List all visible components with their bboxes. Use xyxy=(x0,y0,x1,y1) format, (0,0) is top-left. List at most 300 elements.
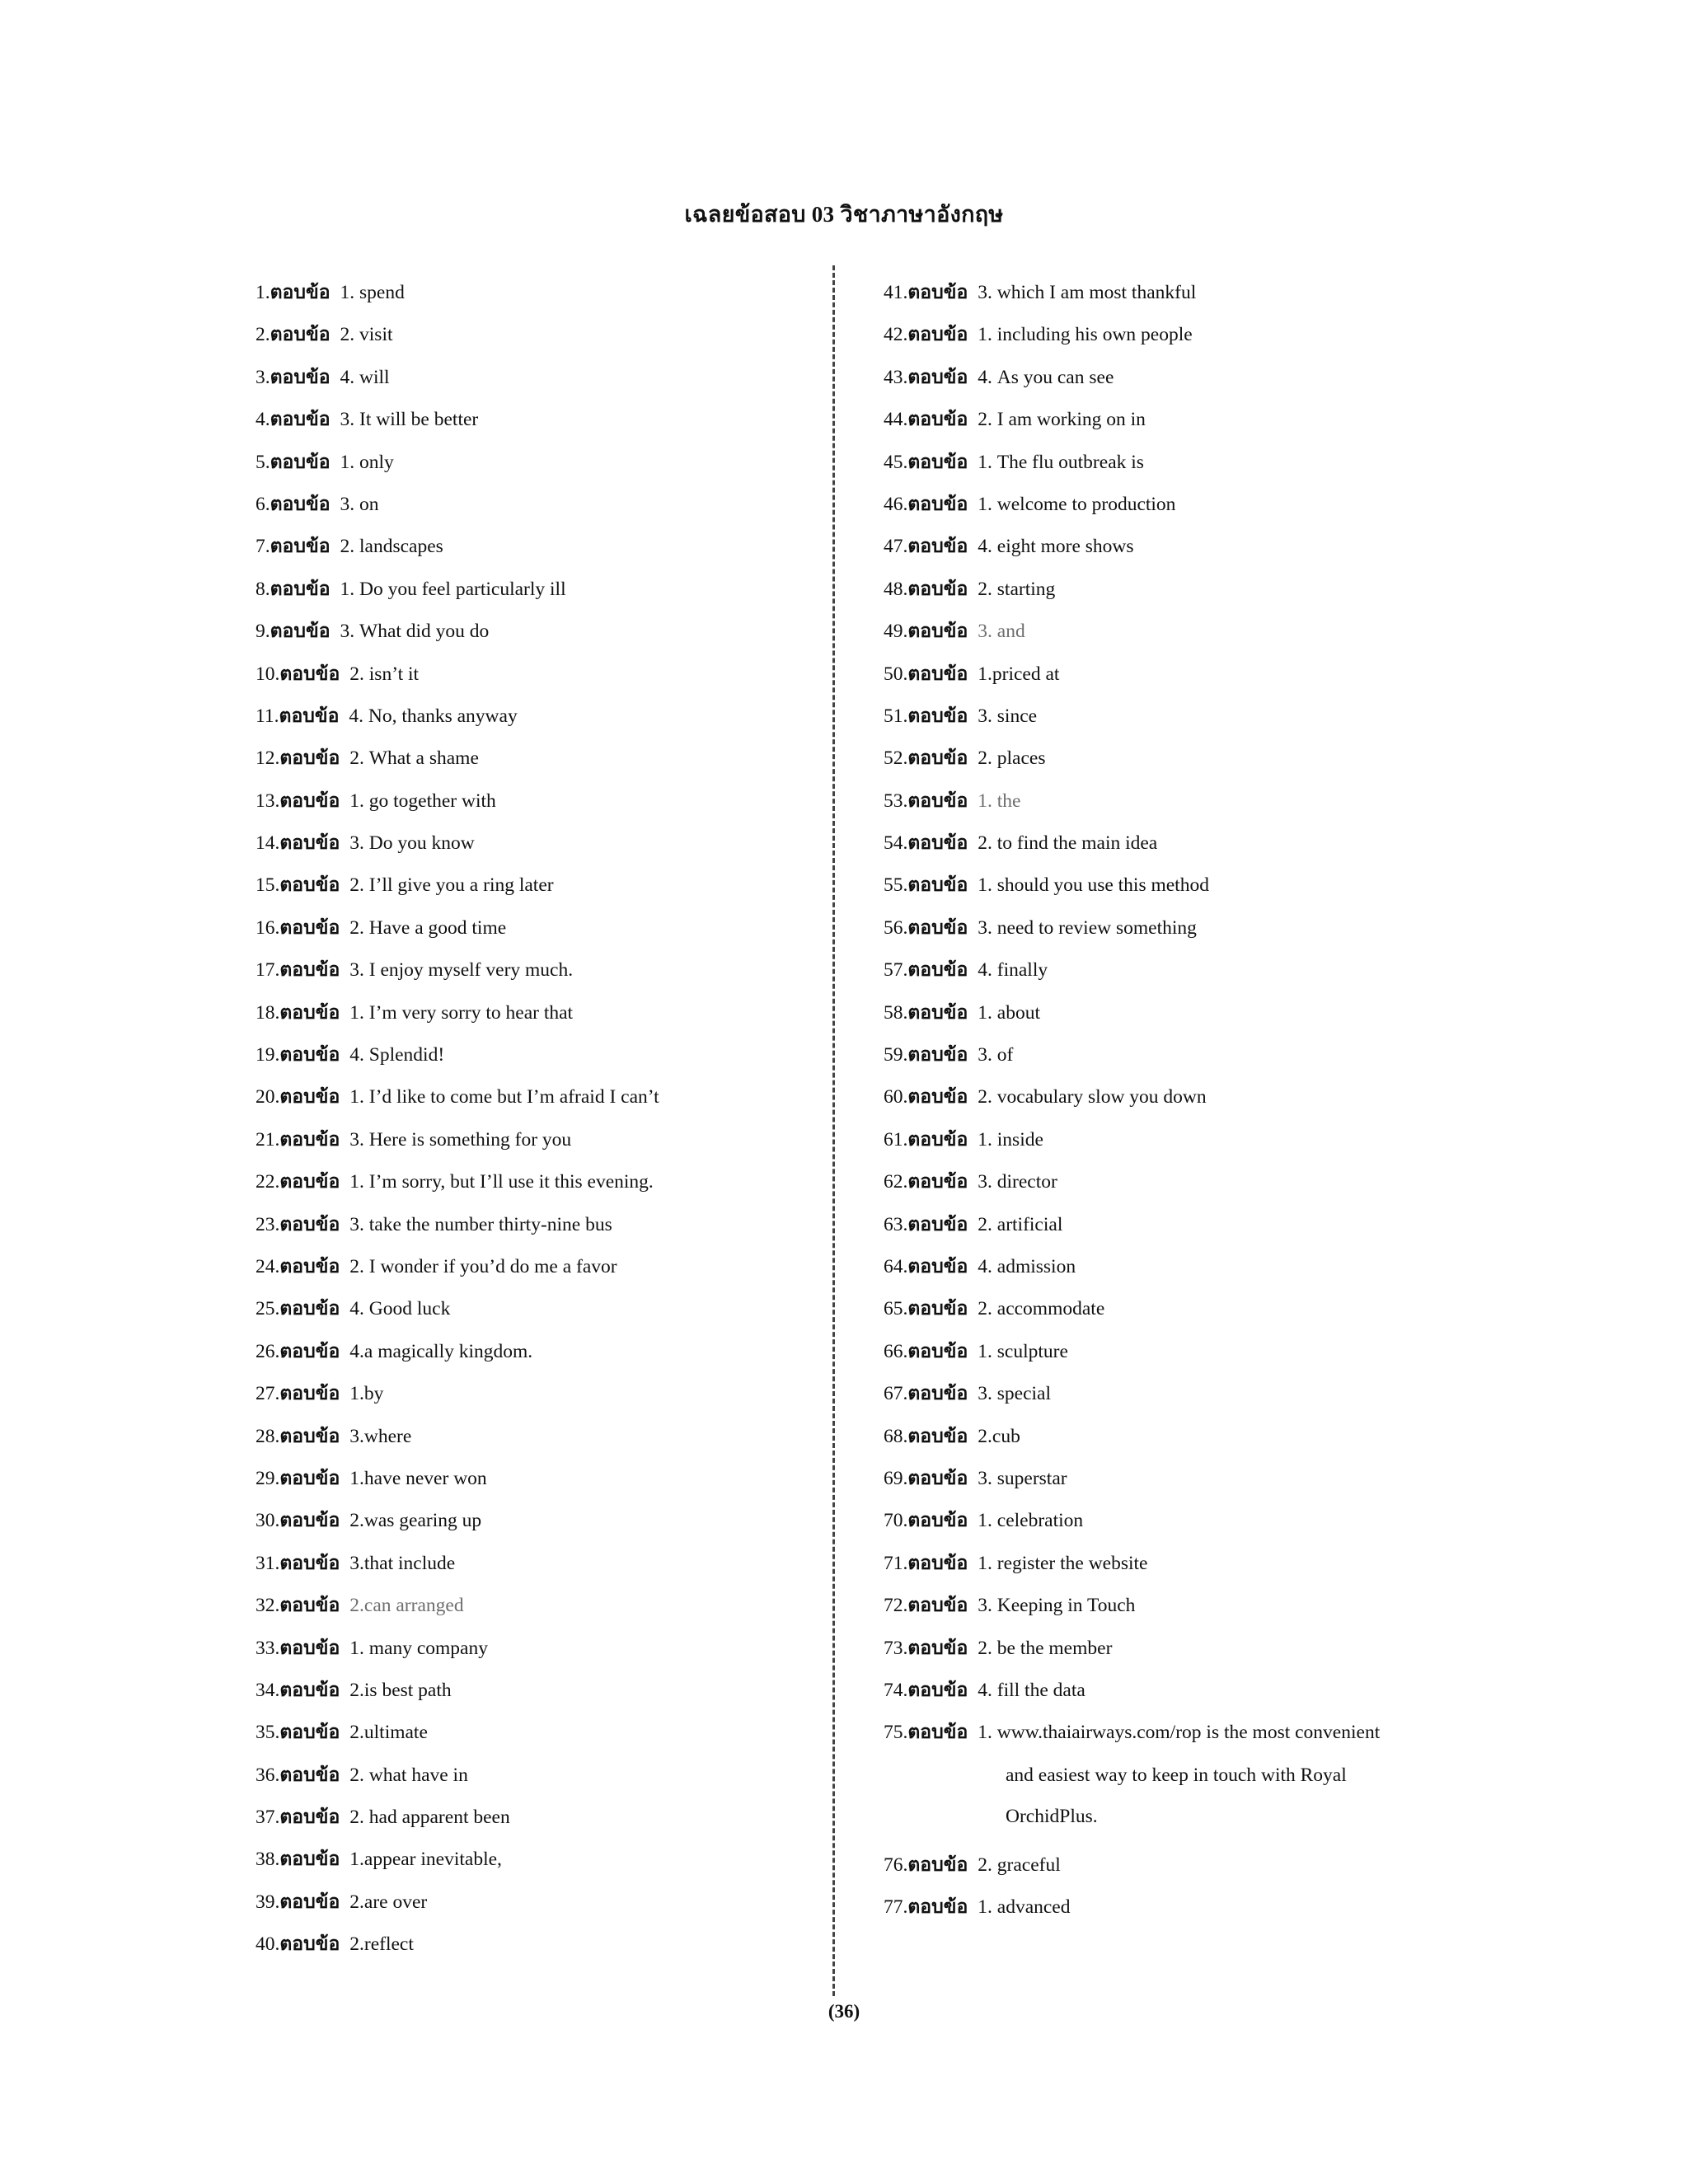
answer-row xyxy=(884,1500,1461,1542)
answer-row xyxy=(884,1585,1461,1627)
answer-text: 4. No, thanks anyway xyxy=(349,705,518,727)
question-number: 46. xyxy=(884,493,908,515)
answer-label: ตอบข้อ xyxy=(279,1637,340,1659)
answer-text: 3. on xyxy=(340,493,379,515)
answer-label: ตอบข้อ xyxy=(279,1679,340,1701)
answer-text: 1. about xyxy=(978,1001,1040,1024)
answer-label: ตอบข้อ xyxy=(270,282,331,303)
question-number: 66. xyxy=(884,1340,908,1362)
answer-label: ตอบข้อ xyxy=(279,1807,340,1829)
answer-row xyxy=(256,865,816,907)
question-number: 70. xyxy=(884,1510,908,1532)
answer-text: 1. register the website xyxy=(978,1552,1148,1574)
answer-label: ตอบข้อ xyxy=(279,1722,340,1744)
answer-label: ตอบข้อ xyxy=(279,790,340,812)
question-number: 65. xyxy=(884,1298,908,1320)
answer-column-right xyxy=(884,272,1461,1929)
answer-row xyxy=(256,1416,816,1458)
answer-row xyxy=(884,1161,1461,1203)
answer-row xyxy=(884,654,1461,696)
question-number: 52. xyxy=(884,748,908,770)
answer-label: ตอบข้อ xyxy=(907,1001,968,1024)
answer-text: 2. vocabulary slow you down xyxy=(978,1086,1207,1108)
answer-label: ตอบข้อ xyxy=(279,1891,340,1913)
answer-text: 1. The flu outbreak is xyxy=(978,451,1144,473)
question-number: 11. xyxy=(256,705,279,727)
answer-label: ตอบข้อ xyxy=(279,1128,340,1151)
question-number: 45. xyxy=(884,451,908,473)
answer-row xyxy=(884,907,1461,949)
answer-row xyxy=(256,484,816,526)
answer-row xyxy=(256,1458,816,1500)
answer-text: 4. fill the data xyxy=(978,1679,1085,1701)
answer-label: ตอบข้อ xyxy=(907,1552,968,1574)
question-number: 33. xyxy=(256,1637,280,1659)
answer-label: ตอบข้อ xyxy=(907,748,968,770)
question-number: 22. xyxy=(256,1171,280,1193)
answer-text: 2. Have a good time xyxy=(349,916,507,939)
question-number: 21. xyxy=(256,1128,280,1151)
question-number: 55. xyxy=(884,874,908,897)
answer-text: 1. celebration xyxy=(978,1510,1084,1532)
answer-text: 2.cub xyxy=(978,1425,1020,1447)
answer-label: ตอบข้อ xyxy=(907,366,968,388)
answer-text: 1.by xyxy=(349,1383,384,1405)
answer-label: ตอบข้อ xyxy=(279,663,340,685)
question-number: 73. xyxy=(884,1637,908,1659)
answer-label: ตอบข้อ xyxy=(907,578,968,600)
answer-continuation: and easiest way to keep in touch with Royal xyxy=(1006,1764,1347,1786)
answer-text: 2. places xyxy=(978,748,1046,770)
answer-text: 3. director xyxy=(978,1171,1057,1193)
answer-text: 2. starting xyxy=(978,578,1056,600)
answer-label: ตอบข้อ xyxy=(907,1510,968,1532)
answer-text: 2. I’ll give you a ring later xyxy=(349,874,554,897)
answer-label: ตอบข้อ xyxy=(907,1128,968,1151)
answer-text: 4. Splendid! xyxy=(349,1044,445,1066)
answer-label: ตอบข้อ xyxy=(270,409,331,431)
answer-text: 2. What a shame xyxy=(349,748,479,770)
answer-row xyxy=(256,611,816,653)
answer-label: ตอบข้อ xyxy=(279,1933,340,1956)
question-number: 14. xyxy=(256,832,280,855)
answer-label: ตอบข้อ xyxy=(270,621,331,643)
answer-row xyxy=(884,526,1461,568)
question-number: 26. xyxy=(256,1340,280,1362)
answer-row xyxy=(884,738,1461,780)
question-number: 40. xyxy=(256,1933,280,1956)
answer-label: ตอบข้อ xyxy=(279,705,340,727)
question-number: 72. xyxy=(884,1595,908,1617)
answer-row xyxy=(256,992,816,1034)
answer-label: ตอบข้อ xyxy=(907,1255,968,1277)
question-number: 15. xyxy=(256,874,280,897)
question-number: 5. xyxy=(256,451,270,473)
answer-label: ตอบข้อ xyxy=(907,705,968,727)
answer-text: 1. go together with xyxy=(349,790,496,812)
answer-row xyxy=(256,1161,816,1203)
answer-label: ตอบข้อ xyxy=(270,324,331,346)
question-number: 18. xyxy=(256,1001,280,1024)
question-number: 53. xyxy=(884,790,908,812)
answer-text: 2. had apparent been xyxy=(349,1807,510,1829)
answer-row xyxy=(884,823,1461,865)
answer-label: ตอบข้อ xyxy=(907,832,968,855)
question-number: 76. xyxy=(884,1854,908,1876)
answer-row xyxy=(256,1034,816,1076)
answer-text: 2.is best path xyxy=(349,1679,452,1701)
answer-label: ตอบข้อ xyxy=(907,874,968,897)
question-number: 23. xyxy=(256,1213,280,1235)
answer-label: ตอบข้อ xyxy=(270,493,331,515)
answer-label: ตอบข้อ xyxy=(907,1467,968,1489)
answer-text: 1. only xyxy=(340,451,394,473)
answer-row xyxy=(256,1797,816,1839)
answer-label: ตอบข้อ xyxy=(279,748,340,770)
answer-row xyxy=(256,949,816,991)
question-number: 12. xyxy=(256,748,280,770)
answer-row xyxy=(256,357,816,399)
answer-label: ตอบข้อ xyxy=(279,1467,340,1489)
answer-text: 3. Here is something for you xyxy=(349,1128,572,1151)
answer-row xyxy=(884,357,1461,399)
answer-text: 2. I wonder if you’d do me a favor xyxy=(349,1255,617,1277)
question-number: 6. xyxy=(256,493,270,515)
answer-row xyxy=(884,484,1461,526)
answer-label: ตอบข้อ xyxy=(907,790,968,812)
answer-row xyxy=(884,1458,1461,1500)
question-number: 20. xyxy=(256,1086,280,1108)
question-number: 64. xyxy=(884,1255,908,1277)
answer-row xyxy=(884,1119,1461,1161)
answer-row xyxy=(884,272,1461,314)
answer-label: ตอบข้อ xyxy=(907,282,968,303)
answer-text: 2.ultimate xyxy=(349,1722,428,1744)
answer-row xyxy=(884,399,1461,441)
answer-text: 3.where xyxy=(349,1425,412,1447)
answer-row xyxy=(256,1500,816,1542)
answer-row xyxy=(256,1543,816,1585)
answer-row xyxy=(884,1712,1461,1754)
answer-text: 2.are over xyxy=(349,1891,428,1913)
question-number: 62. xyxy=(884,1171,908,1193)
answer-text: 4. As you can see xyxy=(978,366,1114,388)
answer-text: 3. of xyxy=(978,1044,1014,1066)
answer-row xyxy=(256,780,816,823)
question-number: 36. xyxy=(256,1764,280,1786)
answer-text: 2. artificial xyxy=(978,1213,1063,1235)
answer-label: ตอบข้อ xyxy=(279,1298,340,1320)
answer-label: ตอบข้อ xyxy=(907,1679,968,1701)
answer-label: ตอบข้อ xyxy=(279,1849,340,1871)
answer-row xyxy=(256,272,816,314)
answer-text: 2. I am working on in xyxy=(978,409,1146,431)
question-number: 7. xyxy=(256,536,270,558)
answer-text: 3. Do you know xyxy=(349,832,475,855)
question-number: 32. xyxy=(256,1595,280,1617)
answer-text: 1. I’m very sorry to hear that xyxy=(349,1001,574,1024)
answer-row xyxy=(884,992,1461,1034)
answer-row xyxy=(884,569,1461,611)
answer-label: ตอบข้อ xyxy=(270,536,331,558)
answer-row xyxy=(256,1246,816,1288)
answer-text: 2.can arranged xyxy=(349,1595,464,1617)
answer-label: ตอบข้อ xyxy=(907,916,968,939)
answer-text: 3. special xyxy=(978,1383,1052,1405)
answer-text: 1. sculpture xyxy=(978,1340,1068,1362)
answer-label: ตอบข้อ xyxy=(279,874,340,897)
answer-row xyxy=(256,1628,816,1670)
answer-text: 1. Do you feel particularly ill xyxy=(340,578,566,600)
answer-row xyxy=(884,314,1461,356)
question-number: 35. xyxy=(256,1722,280,1744)
question-number: 44. xyxy=(884,409,908,431)
answer-row xyxy=(256,1882,816,1924)
answer-text: 1. advanced xyxy=(978,1896,1071,1919)
answer-row xyxy=(884,1076,1461,1118)
question-number: 13. xyxy=(256,790,280,812)
question-number: 77. xyxy=(884,1896,908,1919)
answer-label: ตอบข้อ xyxy=(907,493,968,515)
question-number: 47. xyxy=(884,536,908,558)
answer-label: ตอบข้อ xyxy=(907,1425,968,1447)
answer-label: ตอบข้อ xyxy=(907,536,968,558)
answer-row xyxy=(256,696,816,738)
question-number: 67. xyxy=(884,1383,908,1405)
answer-row xyxy=(256,1670,816,1712)
answer-row xyxy=(256,569,816,611)
answer-label: ตอบข้อ xyxy=(907,1044,968,1066)
answer-row xyxy=(884,611,1461,653)
question-number: 29. xyxy=(256,1467,280,1489)
answer-label: ตอบข้อ xyxy=(907,1722,968,1744)
answer-row xyxy=(884,1416,1461,1458)
answer-label: ตอบข้อ xyxy=(907,1637,968,1659)
answer-text: 4. will xyxy=(340,366,390,388)
answer-label: ตอบข้อ xyxy=(907,1383,968,1405)
answer-text: 3. need to review something xyxy=(978,916,1197,939)
question-number: 4. xyxy=(256,409,270,431)
answer-label: ตอบข้อ xyxy=(279,1764,340,1786)
answer-row xyxy=(256,399,816,441)
answer-label: ตอบข้อ xyxy=(279,959,340,982)
question-number: 56. xyxy=(884,916,908,939)
answer-text: 4. finally xyxy=(978,959,1048,982)
column-divider xyxy=(832,265,835,1996)
answer-text: 3.that include xyxy=(349,1552,456,1574)
answer-label: ตอบข้อ xyxy=(279,916,340,939)
answer-row xyxy=(256,526,816,568)
answer-row xyxy=(256,442,816,484)
question-number: 59. xyxy=(884,1044,908,1066)
answer-row xyxy=(884,696,1461,738)
answer-text: 3. which I am most thankful xyxy=(978,282,1197,303)
answer-row xyxy=(884,1628,1461,1670)
answer-label: ตอบข้อ xyxy=(907,959,968,982)
answer-label: ตอบข้อ xyxy=(907,1171,968,1193)
answer-row xyxy=(256,654,816,696)
answer-label: ตอบข้อ xyxy=(907,1213,968,1235)
answer-text: 1. inside xyxy=(978,1128,1043,1151)
row-spacer xyxy=(884,1837,1461,1844)
question-number: 61. xyxy=(884,1128,908,1151)
question-number: 9. xyxy=(256,621,270,643)
answer-text: 4. admission xyxy=(978,1255,1076,1277)
answer-row xyxy=(256,1373,816,1415)
answer-row xyxy=(884,1670,1461,1712)
question-number: 27. xyxy=(256,1383,280,1405)
question-number: 16. xyxy=(256,916,280,939)
answer-label: ตอบข้อ xyxy=(270,451,331,473)
question-number: 2. xyxy=(256,324,270,346)
answer-text: 2.reflect xyxy=(349,1933,414,1956)
answer-text: 2. graceful xyxy=(978,1854,1061,1876)
question-number: 54. xyxy=(884,832,908,855)
answer-text: 1.appear inevitable, xyxy=(349,1849,502,1871)
answer-text: 2. what have in xyxy=(349,1764,468,1786)
answer-text: 3. I enjoy myself very much. xyxy=(349,959,574,982)
answer-label: ตอบข้อ xyxy=(279,1255,340,1277)
answer-row xyxy=(256,1076,816,1118)
answer-row xyxy=(256,1204,816,1246)
answer-label: ตอบข้อ xyxy=(279,832,340,855)
question-number: 71. xyxy=(884,1552,908,1574)
answer-row xyxy=(256,1288,816,1330)
answer-row xyxy=(256,1755,816,1797)
answer-row xyxy=(884,1034,1461,1076)
answer-label: ตอบข้อ xyxy=(907,1595,968,1617)
answer-row xyxy=(884,1886,1461,1929)
answer-row xyxy=(884,1288,1461,1330)
answer-row xyxy=(256,1119,816,1161)
question-number: 37. xyxy=(256,1807,280,1829)
answer-label: ตอบข้อ xyxy=(907,451,968,473)
answer-text: 1. www.thaiairways.com/rop is the most convenient xyxy=(978,1722,1381,1744)
answer-row xyxy=(256,1839,816,1881)
answer-row xyxy=(256,314,816,356)
question-number: 63. xyxy=(884,1213,908,1235)
question-number: 60. xyxy=(884,1086,908,1108)
answer-text: 1.have never won xyxy=(349,1467,487,1489)
answer-label: ตอบข้อ xyxy=(279,1552,340,1574)
answer-text: 3. Keeping in Touch xyxy=(978,1595,1136,1617)
question-number: 57. xyxy=(884,959,908,982)
question-number: 68. xyxy=(884,1425,908,1447)
answer-label: ตอบข้อ xyxy=(279,1595,340,1617)
answer-label: ตอบข้อ xyxy=(907,663,968,685)
answer-row xyxy=(256,1585,816,1627)
answer-label: ตอบข้อ xyxy=(907,1854,968,1876)
answer-text: 1. I’d like to come but I’m afraid I can’t xyxy=(349,1086,659,1108)
answer-text: 2.was gearing up xyxy=(349,1510,482,1532)
answer-text: 4. Good luck xyxy=(349,1298,451,1320)
answer-label: ตอบข้อ xyxy=(279,1213,340,1235)
answer-label: ตอบข้อ xyxy=(907,409,968,431)
question-number: 74. xyxy=(884,1679,908,1701)
answer-text: 1. should you use this method xyxy=(978,874,1209,897)
question-number: 1. xyxy=(256,282,270,303)
answer-label: ตอบข้อ xyxy=(279,1425,340,1447)
answer-text: 2. to find the main idea xyxy=(978,832,1158,855)
page-title: เฉลยข้อสอบ 03 วิชาภาษาอังกฤษ xyxy=(684,202,1004,227)
question-number: 51. xyxy=(884,705,908,727)
answer-text: 3. What did you do xyxy=(340,621,490,643)
question-number: 58. xyxy=(884,1001,908,1024)
answer-row xyxy=(884,1844,1461,1886)
answer-text: 1. the xyxy=(978,790,1021,812)
answer-text: 1.priced at xyxy=(978,663,1060,685)
answer-text: 4. eight more shows xyxy=(978,536,1134,558)
question-number: 3. xyxy=(256,366,270,388)
question-number: 19. xyxy=(256,1044,280,1066)
answer-row xyxy=(884,1543,1461,1585)
question-number: 28. xyxy=(256,1425,280,1447)
answer-text: 1. I’m sorry, but I’ll use it this evening. xyxy=(349,1171,654,1193)
answer-label: ตอบข้อ xyxy=(279,1383,340,1405)
answer-label: ตอบข้อ xyxy=(270,366,331,388)
answer-text: 3. and xyxy=(978,621,1025,643)
answer-label: ตอบข้อ xyxy=(907,621,968,643)
answer-continuation: OrchidPlus. xyxy=(1006,1805,1098,1827)
answer-label: ตอบข้อ xyxy=(907,1298,968,1320)
answer-row xyxy=(256,1712,816,1754)
question-number: 39. xyxy=(256,1891,280,1913)
answer-label: ตอบข้อ xyxy=(279,1510,340,1532)
page-number: (36) xyxy=(828,2001,860,2022)
answer-row xyxy=(256,1331,816,1373)
answer-row xyxy=(884,1246,1461,1288)
question-number: 41. xyxy=(884,282,908,303)
answer-row xyxy=(884,949,1461,991)
question-number: 10. xyxy=(256,663,280,685)
answer-label: ตอบข้อ xyxy=(279,1001,340,1024)
answer-text: 3. superstar xyxy=(978,1467,1067,1489)
question-number: 24. xyxy=(256,1255,280,1277)
answer-text: 2. isn’t it xyxy=(349,663,420,685)
answer-column-left xyxy=(256,272,816,1966)
answer-row xyxy=(884,780,1461,823)
answer-text: 2. accommodate xyxy=(978,1298,1105,1320)
answer-text: 3. take the number thirty-nine bus xyxy=(349,1213,612,1235)
answer-text: 1. spend xyxy=(340,282,405,303)
answer-text: 1. many company xyxy=(349,1637,488,1659)
answer-row xyxy=(884,442,1461,484)
answer-text: 1. welcome to production xyxy=(978,493,1176,515)
answer-row xyxy=(256,1924,816,1966)
answer-label: ตอบข้อ xyxy=(279,1171,340,1193)
question-number: 75. xyxy=(884,1722,908,1744)
question-number: 34. xyxy=(256,1679,280,1701)
answer-label: ตอบข้อ xyxy=(270,578,331,600)
answer-row xyxy=(884,865,1461,907)
answer-row xyxy=(256,738,816,780)
answer-row xyxy=(256,907,816,949)
answer-row xyxy=(256,823,816,865)
answer-row xyxy=(884,1373,1461,1415)
answer-text: 2. landscapes xyxy=(340,536,443,558)
question-number: 50. xyxy=(884,663,908,685)
answer-label: ตอบข้อ xyxy=(279,1340,340,1362)
question-number: 48. xyxy=(884,578,908,600)
question-number: 69. xyxy=(884,1467,908,1489)
answer-row xyxy=(884,1331,1461,1373)
answer-label: ตอบข้อ xyxy=(907,1340,968,1362)
question-number: 31. xyxy=(256,1552,280,1574)
answer-text: 2. be the member xyxy=(978,1637,1113,1659)
answer-text: 3. since xyxy=(978,705,1038,727)
question-number: 38. xyxy=(256,1849,280,1871)
question-number: 8. xyxy=(256,578,270,600)
